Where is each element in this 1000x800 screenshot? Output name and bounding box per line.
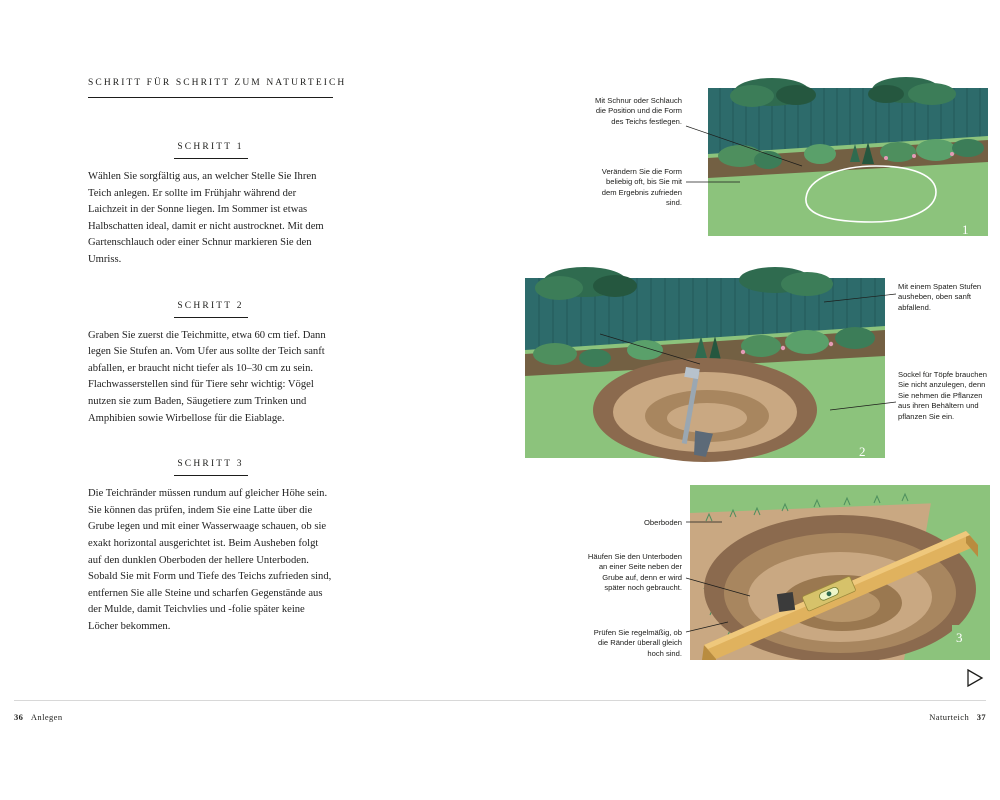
step-1-heading: SCHRITT 1 [174, 142, 248, 159]
step-block-2 [88, 301, 333, 428]
figure-3-number: 3 [956, 630, 963, 645]
figure-1-callout-2: Verändern Sie die Form beliebig oft, bis Sie mit dem Ergebnis zufrieden sind. [601, 167, 682, 208]
figure-1-number: 1 [962, 222, 969, 237]
figure-3 [690, 485, 990, 660]
right-section-label: Naturteich [929, 712, 970, 722]
figure-3-callout-3: Prüfen Sie regelmäßig, ob die Ränder überall gleich hoch sind. [593, 628, 682, 658]
figure-1-illustration [700, 70, 988, 252]
step-block-3 [88, 459, 333, 635]
section-kicker: SCHRITT FÜR SCHRITT ZUM NATURTEICH [88, 78, 333, 98]
step-1-text: Wählen Sie sorgfältig aus, an welcher Stelle Sie Ihren Teich anlegen. Er sollte im Frühjahr während der Laichzeit in der Sonne liegen. Im Sommer ist etwas Halbschatten ideal, damit er nicht austrocknet. Mit dem Gartenschlauch oder einer Schnur markieren Sie den Umriss. [88, 171, 324, 265]
figure-2 [525, 262, 895, 474]
figure-3-callout-1: Oberboden [644, 518, 682, 527]
figure-2-callout-1: Mit einem Spaten Stufen ausheben, oben sanft abfallend. [898, 282, 982, 312]
figure-3-callout-2: Häufen Sie den Unterboden an einer Seite neben der Grube auf, denn er wird später noch gebraucht. [587, 552, 682, 593]
figure-2-illustration [525, 262, 895, 474]
footer-left [14, 712, 63, 722]
figure-1-callout-1: Mit Schnur oder Schlauch die Position und die Form des Teichs festlegen. [595, 96, 682, 126]
step-2-text: Graben Sie zuerst die Teichmitte, etwa 60 cm tief. Dann legen Sie Stufen an. Vom Ufer aus sollte der Teich sanft abfallen, er braucht nicht tiefer als 10–30 cm zu sein. Flachwasserstellen sind für Tiere sehr wichtig: Vögel nutzen sie zum Baden, Säugetiere zum Trinken und Amphibien sowie Wirbellose für die Eiablage. [88, 329, 326, 424]
left-page-number: 36 [14, 712, 24, 722]
figure-2-number: 2 [859, 444, 866, 459]
footer-right [929, 712, 986, 722]
step-3-text: Die Teichränder müssen rundum auf gleicher Höhe sein. Sie können das prüfen, indem Sie eine Latte über die Grube legen und mit einer Wasserwaage schauen, ob sie exakt horizontal ausgerichtet ist. Beim Ausheben folgt auf den dunklen Oberboden der hellere Unterboden. Sobald Sie mit Form und Tiefe des Teichs zufrieden sind, entfernen Sie alle Steine und scharfen Gegenstände aus der Mulde, damit Teichvlies und -folie später keine Löcher bekommen. [88, 488, 332, 632]
next-page-arrow-icon[interactable] [964, 668, 984, 688]
figure-1 [700, 70, 988, 252]
figure-2-callout-2: Sockel für Töpfe brauchen Sie nicht anzulegen, denn Sie nehmen die Pflanzen aus ihren Behältern und pflanzen Sie ein. [898, 370, 987, 421]
left-page-text-column [88, 78, 347, 635]
figure-3-illustration [690, 485, 990, 660]
step-block-1 [88, 142, 333, 269]
step-2-heading: SCHRITT 2 [174, 301, 248, 318]
left-section-label: Anlegen [30, 712, 63, 722]
step-3-heading: SCHRITT 3 [174, 459, 248, 476]
right-page-number: 37 [976, 712, 986, 722]
footer-divider [14, 700, 986, 701]
